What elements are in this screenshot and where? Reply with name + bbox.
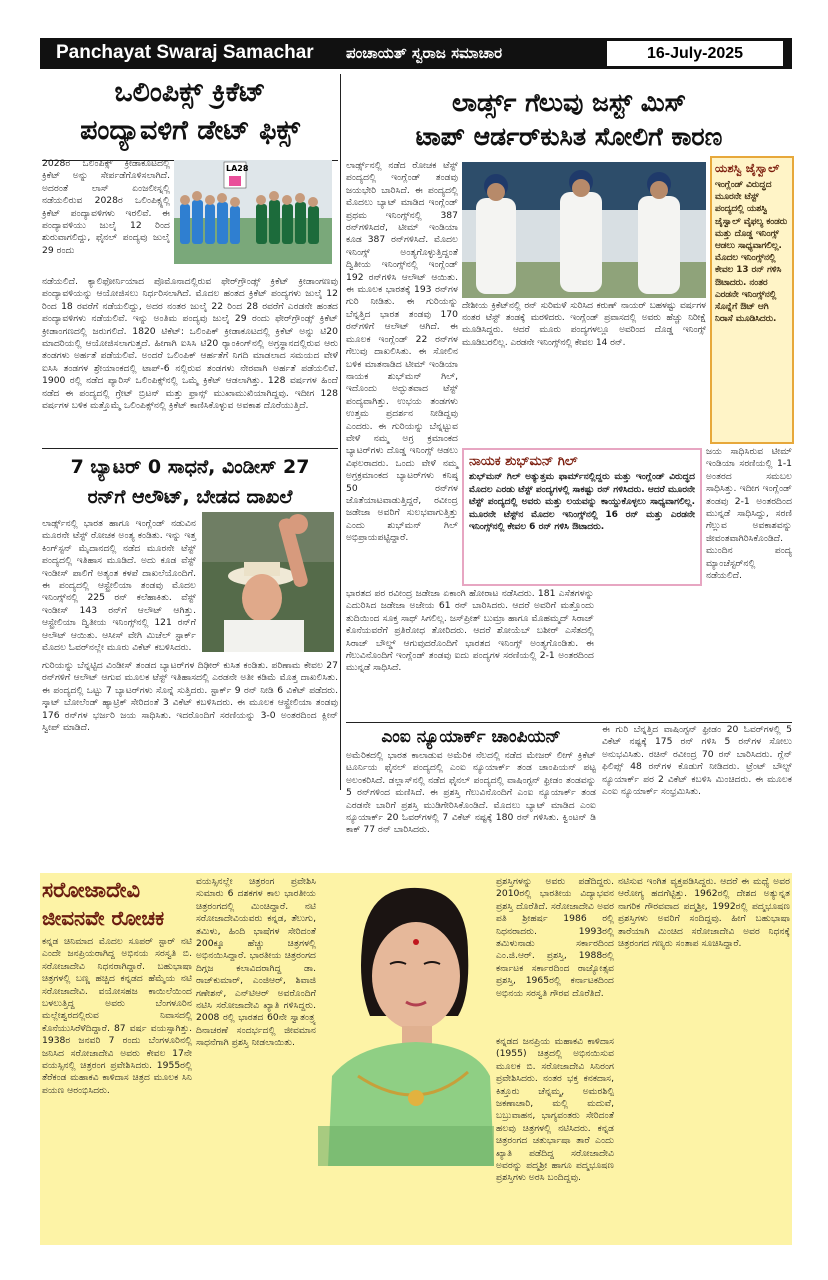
lords-headline [346, 86, 792, 156]
lords-col-b: ಜಯ ಸಾಧಿಸಿರುವ ಟೀಮ್ ಇಂಡಿಯಾ ಸರಣಿಯಲ್ಲಿ 1-1 ಅಂತರದ ಸಮಬಲ ಸಾಧಿಸಿತ್ತು. ಇದೀಗ ಇಂಗ್ಲೆಂಡ್ ತಂಡವು 2-1 ಅಂತರದಿಂದ ಮುನ್ನಡೆ ಸಾಧಿಸಿದ್ದು, ಸರಣಿ ಗೆಲ್ಲುವ ಅವಕಾಶವನ್ನು ಜೀವಂತವಾಗಿರಿಸಿಕೊಂಡಿದೆ. ಮುಂದಿನ ಪಂದ್ಯ ಮ್ಯಾಂಚೆಸ್ಟರ್‌ನಲ್ಲಿ ನಡೆಯಲಿದೆ. [706, 446, 792, 582]
lords-headline-1: ಲಾರ್ಡ್ಸ್ ಗೆಲುವು ಜಸ್ಟ್ ಮಿಸ್ [451, 88, 686, 117]
saroja-headline [42, 876, 192, 934]
olympic-body: ನಡೆಯಲಿದೆ. ಕ್ಯಾಲಿಫೋರ್ನಿಯಾದ ಪೊಮೊನಾದಲ್ಲಿರುವ ಫೇರ್‌ಗ್ರೌಂಡ್ಸ್ ಕ್ರಿಕೆಟ್ ಕ್ರೀಡಾಂಗಣವು ಪಂದ್ಯಾವಳಿಯನ್ನು ಆಯೋಜಿಸಲು ನಿರ್ಧರಿಸಲಾಗಿದೆ. ಮೊದಲ ಹಂತದ ಕ್ರಿಕೆಟ್ ಪಂದ್ಯಗಳು ಜುಲೈ 12 ರಿಂದ 18 ರವರೆಗೆ ನಡೆಯಲಿದ್ದು, ಅದರ ನಂತರ ಜುಲೈ 22 ರಿಂದ 28 ರವರೆಗೆ ಎರಡನೇ ಹಂತದ ಪಂದ್ಯಾವಳಿಗಳು ನಡೆಯಲಿವೆ. ಇನ್ನು ಅಂತಿಮ ಪಂದ್ಯವು ಜುಲೈ 29 ರಂದು ಫೇರ್‌ಗ್ರೌಂಡ್ಸ್ ಕ್ರಿಕೆಟ್ ಕ್ರೀಡಾಂಗಣದಲ್ಲಿ ಜರುಗಲಿದೆ. 1820 ಟಿಕೆಟ್: ಒಲಿಂಪಿಕ್ ಕ್ರೀಡಾಕೂಟದಲ್ಲಿ ಕ್ರಿಕೆಟ್ ಅನ್ನು ಟಿ20 ಮಾದರಿಯಲ್ಲಿ ಆಯೋಜಿಸಲಾಗುತ್ತದೆ. ಹೀಗಾಗಿ ಐಸಿಸಿ ಟಿ20 ರ‍್ಯಾಂಕಿಂಗ್‌ನಲ್ಲಿ ಅಗ್ರಸ್ಥಾನದಲ್ಲಿರುವ ಆರು ತಂಡಗಳು ಅರ್ಹತೆ ಪಡೆಯಲಿವೆ. ಅಂದರೆ ಒಲಿಂಪಿಕ್ ಆರ್ಹತೆಗೆ ನಿಗದಿ ಮಾಡಲಾದ ಸಮಯದ ವೇಳೆ ಐಸಿಸಿ ತಂಡಗಳ ಶ್ರೇಯಾಂಕದಲ್ಲಿ ಟಾಪ್-6 ನಲ್ಲಿರುವ ತಂಡಗಳು ನೇರವಾಗಿ ಅರ್ಹತೆ ಪಡೆಯಲಿವೆ. 1900 ರಲ್ಲಿ ನಡೆದ ಪ್ಯಾರಿಸ್ ಒಲಿಂಪಿಕ್ಸ್‌ನಲ್ಲಿ ಒಮ್ಮೆ ಕ್ರಿಕೆಟ್ ಆಡಲಾಗಿತ್ತು. 128 ವರ್ಷಗಳ ಹಿಂದೆ ನಡೆದ ಈ ಪಂದ್ಯದಲ್ಲಿ ಗ್ರೇಟ್ ಬ್ರಿಟನ್ ಮತ್ತು ಫ್ರಾನ್ಸ್ ಮುಖಾಮುಖಿಯಾಗಿದ್ದವು. ಇದೀಗ 128 ವರ್ಷಗಳ ಬಳಿಕ ಮತ್ತೊಮ್ಮೆ ಒಲಿಂಪಿಕ್ಸ್‌ನಲ್ಲಿ ಕ್ರಿಕೆಟ್ ಕಾಣಿಸಿಕೊಳ್ಳುವ ಅವಕಾಶ ದೊರೆಯುತ್ತಿದೆ. [42, 276, 338, 412]
windies-headline [42, 452, 338, 516]
jaiswal-box [710, 156, 794, 444]
masthead-title-kannada: ಪಂಚಾಯತ್ ಸ್ವರಾಜ ಸಮಾಚಾರ [346, 44, 503, 62]
lords-headline-2: ಟಾಪ್ ಆರ್ಡರ್‌ಕುಸಿತ ಸೋಲಿಗೆ ಕಾರಣ [415, 122, 723, 151]
windies-headline-2: ರನ್‌ಗೆ ಆಲೌಟ್, ಬೇಡದ ದಾಖಲೆ [87, 486, 293, 508]
masthead-title: Panchayat Swaraj Samachar [56, 42, 314, 63]
saroja-headline-1: ಸರೋಜಾದೇವಿ [42, 878, 141, 902]
lords-players-photo [462, 162, 706, 298]
gill-box [462, 448, 702, 586]
page-number: 4 [765, 40, 778, 65]
saroja-col-4: ಕನ್ನಡದ ಜನಪ್ರಿಯ ಮಹಾಕವಿ ಕಾಳಿದಾಸ (1955) ಚಿತ್ರದಲ್ಲಿ ಅಭಿನಯಿಸುವ ಮೂಲಕ ಬಿ. ಸರೋಜಾದೇವಿ ಸಿನಿರಂಗ ಪ್ರವೇಶಿಸಿದರು. ನಂತರ ಭಕ್ತ ಕನಕದಾಸ, ಕಿತ್ತೂರು ಚೆನ್ನಮ್ಮ, ಅಮರಶಿಲ್ಪಿ ಜಕಣಾಚಾರಿ, ಮಲ್ಲಿ ಮದುವೆ, ಬಬ್ರುವಾಹನ, ಭಾಗ್ಯವಂತರು ಸೇರಿದಂತೆ ಹಲವು ಚಿತ್ರಗಳಲ್ಲಿ ನಟಿಸಿದರು. ಕನ್ನಡ ಚಿತ್ರರಂಗದ ಚತುರ್ಭಾಷಾ ತಾರೆ ಎಂದು ಖ್ಯಾತಿ ಪಡೆದಿದ್ದ ಸರೋಜಾದೇವಿ ಅವರನ್ನು ಪದ್ಮಶ್ರೀ ಹಾಗೂ ಪದ್ಮಭೂಷಣ ಪ್ರಶಸ್ತಿಗಳು ಅರಸಿ ಬಂದಿದ್ದವು. [496, 1036, 614, 1184]
windies-body: ಗುರಿಯನ್ನು ಬೆನ್ನಟ್ಟಿದ ವಿಂಡೀಸ್ ತಂಡದ ಬ್ಯಾಟರ್‌ಗಳ ದಿಢೀರ್ ಕುಸಿತ ಕಂಡಿತು. ಪರಿಣಾಮ ಕೇವಲ 27 ರನ್‌ಗಳಿಗೆ ಆಲೌಟ್ ಆಗುವ ಮೂಲಕ ಟೆಸ್ಟ್ ಇತಿಹಾಸದಲ್ಲಿ ಎರಡನೇ ಅತೀ ಕಡಿಮೆ ಮೊತ್ತ ದಾಖಲಿಸಿತು. ಈ ಪಂದ್ಯದಲ್ಲಿ ಒಟ್ಟು 7 ಬ್ಯಾಟರ್‌ಗಳು ಸೊನ್ನೆ ಸುತ್ತಿದರು. ಸ್ಟಾರ್ಕ್ 9 ರನ್ ನೀಡಿ 6 ವಿಕೆಟ್ ಪಡೆದರು. ಸ್ಕಾಟ್ ಬೋಲೆಂಡ್ ಹ್ಯಾಟ್ರಿಕ್ ಸೇರಿದಂತೆ 3 ವಿಕೆಟ್ ಕಬಳಿಸಿದರು. ಈ ಮೂಲಕ ಆಸ್ಟ್ರೇಲಿಯಾ ತಂಡವು 176 ರನ್‌ಗಳ ಭರ್ಜರಿ ಜಯ ಸಾಧಿಸಿತು. ಇದರೊಂದಿಗೆ ಸರಣಿಯನ್ನು 3-0 ಅಂತರದಿಂದ ಕ್ಲೀನ್ ಸ್ವೀಪ್ ಮಾಡಿದೆ. [42, 660, 338, 734]
divider [346, 722, 792, 723]
saroja-col-3: ಪ್ರಶಸ್ತಿಗಳನ್ನು ಅವರು ಪಡೆದಿದ್ದರು. 2010ರಲ್ಲಿ ಭಾರತೀಯ ವಿದ್ಯಾಭವನ ಪ್ರಶಸ್ತಿ ದೊರೆತಿದೆ. ಸರೋಜಾದೇವಿ ಅವರ ಪತಿ ಶ್ರೀಹರ್ಷ 1986 ರಲ್ಲಿ ನಿಧನರಾದರು. 1993ರಲ್ಲಿ ತಮಿಳುನಾಡು ಸರ್ಕಾರದಿಂದ ಎಂ.ಜಿ.ಆರ್. ಪ್ರಶಸ್ತಿ, 1988ರಲ್ಲಿ ಕರ್ನಾಟಕ ಸರ್ಕಾರದಿಂದ ರಾಜ್ಯೋತ್ಸವ ಪ್ರಶಸ್ತಿ, 1965ರಲ್ಲಿ ಕರ್ನಾಟಕದಿಂದ ಅಭಿನಯ ಸರಸ್ವತಿ ಗೌರವ ದೊರೆತಿದೆ. [496, 876, 614, 999]
la28-logo: LA28 [226, 164, 249, 173]
nyc-col-b: ಈ ಗುರಿ ಬೆನ್ನತ್ತಿದ ವಾಷಿಂಗ್ಟನ್ ಫ್ರೀಡಂ 20 ಓವರ್‌ಗಳಲ್ಲಿ 5 ವಿಕೆಟ್ ನಷ್ಟಕ್ಕೆ 175 ರನ್ ಗಳಿಸಿ 5 ರನ್‌ಗಳ ಸೋಲು ಅನುಭವಿಸಿತು. ರಚಿನ್ ರವೀಂದ್ರ 70 ರನ್ ಬಾರಿಸಿದರು. ಗ್ಲೆನ್ ಫಿಲಿಪ್ಸ್ 48 ರನ್‌ಗಳ ಕೊಡುಗೆ ನೀಡಿದರು. ಟ್ರೆಂಟ್ ಬೌಲ್ಟ್ ನ್ಯೂಯಾರ್ಕ್ ಪರ 2 ವಿಕೆಟ್ ಕಬಳಿಸಿ ಮಿಂಚಿದರು. ಈ ಮೂಲಕ ಎಂಐ ನ್ಯೂಯಾರ್ಕ್ ಸಂಭ್ರಮಿಸಿತು. [602, 724, 792, 798]
saroja-col-2: ವಯಸ್ಸಿನಲ್ಲೇ ಚಿತ್ರರಂಗ ಪ್ರವೇಶಿಸಿ ಸುಮಾರು 6 ದಶಕಗಳ ಕಾಲ ಭಾರತೀಯ ಚಿತ್ರರಂಗದಲ್ಲಿ ಮಿಂಚಿದ್ದಾರೆ. ನಟಿ ಸರೋಜಾದೇವಿಯವರು ಕನ್ನಡ, ತೆಲುಗು, ತಮಿಳು, ಹಿಂದಿ ಭಾಷೆಗಳ ಸೇರಿದಂತೆ 200ಕ್ಕೂ ಹೆಚ್ಚು ಚಿತ್ರಗಳಲ್ಲಿ ಅಭಿನಯಿಸಿದ್ದಾರೆ. ಭಾರತೀಯ ಚಿತ್ರರಂಗದ ದಿಗ್ಗಜ ಕಲಾವಿದರಾಗಿದ್ದ ಡಾ. ರಾಜ್‌ಕುಮಾರ್, ಎಂಜಿಆರ್, ಶಿವಾಜಿ ಗಣೇಶನ್, ಎನ್‌ಟಿಆರ್ ಅವರೊಂದಿಗೆ ನಟಿಸಿ ಸರೋಜಾದೇವಿ ಖ್ಯಾತಿ ಗಳಿಸಿದ್ದರು. 2008 ರಲ್ಲಿ ಭಾರತದ 60ನೇ ಸ್ವಾತಂತ್ರ್ಯ ದಿನಾಚರಣೆ ಸಂದರ್ಭದಲ್ಲಿ ಜೀವಮಾನ ಸಾಧನೆಗಾಗಿ ಪ್ರಶಸ್ತಿ ನೀಡಲಾಯಿತು. [196, 876, 316, 1049]
masthead-date: 16-July-2025 [607, 41, 783, 66]
olympic-col-text: 2028ರ ಒಲಿಂಪಿಕ್ಸ್ ಕ್ರೀಡಾಕೂಟದಲ್ಲಿ ಕ್ರಿಕೆಟ್ ಅನ್ನು ಸೇರ್ಪಡೆಗೊಳಿಸಲಾಗಿದೆ. ಅದರಂತೆ ಲಾಸ್ ಏಂಜಲೀಸ್ನಲ್ಲಿ ನಡೆಯಲಿರುವ 2028ರ ಒಲಿಂಪಿಕ್ಸ್ನಲ್ಲಿ ಕ್ರಿಕೆಟ್ ಪಂದ್ಯಾವಳಿಗಳು ಇರಲಿವೆ. ಈ ಪಂದ್ಯಾವಳಿಯು ಜುಲೈ 12 ರಿಂದ ಶುರುವಾಗಲಿದ್ದು, ಫೈನಲ್ ಪಂದ್ಯವು ಜುಲೈ 29 ರಂದು [42, 158, 170, 256]
masthead [40, 38, 792, 69]
windies-col-text: ಲಾರ್ಡ್ಸ್‌ನಲ್ಲಿ ಭಾರತ ಹಾಗೂ ಇಂಗ್ಲೆಂಡ್ ನಡುವಿನ ಮೂರನೇ ಟೆಸ್ಟ್ ರೋಚಕ ಅಂತ್ಯ ಕಂಡಿತು. ಇನ್ನು ಇತ್ತ ಕಿಂಗ್‌ಸ್ಟನ್ ಮೈದಾನದಲ್ಲಿ ನಡೆದ ಮೂರನೇ ಟೆಸ್ಟ್ ಪಂದ್ಯದಲ್ಲಿ ಇತಿಹಾಸ ಮೂಡಿದೆ. ಅದು ಕೂಡ ವೆಸ್ಟ್ ಇಂಡೀಸ್ ಪಾಲಿಗೆ ಅತ್ಯಂತ ಕಳಪೆ ದಾಖಲೆಯೊಂದಿಗೆ. ಈ ಪಂದ್ಯದಲ್ಲಿ ಆಸ್ಟ್ರೇಲಿಯಾ ತಂಡವು ಮೊದಲ ಇನಿಂಗ್ಸ್‌ನಲ್ಲಿ 225 ರನ್ ಕಲೆಹಾಕಿತು. ವೆಸ್ಟ್ ಇಂಡೀಸ್ 143 ರನ್‌ಗೆ ಆಲೌಟ್ ಆಗಿತ್ತು. ಆಸ್ಟ್ರೇಲಿಯಾ ದ್ವಿತೀಯ ಇನಿಂಗ್ಸ್‌ನಲ್ಲಿ 121 ರನ್‌ಗೆ ಆಲೌಟ್ ಆಯಿತು. ಆಸೀಸ್ ವೇಗಿ ಮಿಚೆಲ್ ಸ್ಟಾರ್ಕ್ ಮೊದಲ ಓವರ್‌ನಲ್ಲೇ ಮೂರು ವಿಕೆಟ್ ಕಬಳಿಸಿದರು. [42, 518, 196, 654]
divider [42, 448, 338, 449]
olympic-headline-1: ಒಲಿಂಪಿಕ್ಸ್ ಕ್ರಿಕೆಟ್ [114, 77, 266, 108]
saroja-headline-2: ಜೀವನವೇ ರೋಚಕ [42, 906, 165, 930]
olympic-team-photo [174, 160, 332, 264]
nyc-headline: ಎಂಐ ನ್ಯೂಯಾರ್ಕ್ ಚಾಂಪಿಯನ್ [381, 727, 561, 747]
jaiswal-title: ಯಶಸ್ವಿ ಜೈಸ್ವಾಲ್ [715, 161, 780, 175]
windies-headline-1: 7 ಬ್ಯಾಟರ್ 0 ಸಾಧನೆ, ವಿಂಡೀಸ್ 27 [70, 456, 310, 478]
lords-photo-caption: ದೇಶೀಯ ಕ್ರಿಕೆಟ್‌ನಲ್ಲಿ ರನ್ ಸುರಿಮಳೆ ಸುರಿಸಿದ ಕರುಣ್ ನಾಯರ್ ಬಹಳಷ್ಟು ವರ್ಷಗಳ ನಂತರ ಟೆಸ್ಟ್ ತಂಡಕ್ಕೆ ಮರಳಿದರು. ಇಂಗ್ಲೆಂಡ್ ಪ್ರವಾಸದಲ್ಲಿ ಅವರು ಹೆಚ್ಚು ನಿರೀಕ್ಷೆ ಮೂಡಿಸಿದ್ದರು. ಆದರೆ ಮೂರು ಪಂದ್ಯಗಳಲ್ಲೂ ಅವರಿಂದ ದೊಡ್ಡ ಇನಿಂಗ್ಸ್ ಮೂಡಿಬರಲಿಲ್ಲ. ಎರಡನೇ ಇನಿಂಗ್ಸ್‌ನಲ್ಲಿ ಕೇವಲ 14 ರನ್. [462, 301, 706, 348]
column-divider [340, 74, 341, 790]
olympic-headline [42, 74, 338, 158]
starc-photo [202, 512, 334, 652]
nyc-col-a: ಅಮೆರಿಕದಲ್ಲಿ ಭಾರತ ಕಾಲಾಡುವ ಅಮೆರಿಕ ನೆಲದಲ್ಲಿ ನಡೆದ ಮೇಜರ್ ಲೀಗ್ ಕ್ರಿಕೆಟ್ ಟೂರ್ನಿಯ ಫೈನಲ್ ಪಂದ್ಯದಲ್ಲಿ ಎಂಐ ನ್ಯೂಯಾರ್ಕ್ ತಂಡ ಚಾಂಪಿಯನ್ ಪಟ್ಟ ಅಲಂಕರಿಸಿದೆ. ಡಲ್ಲಾಸ್‌ನಲ್ಲಿ ನಡೆದ ಫೈನಲ್ ಪಂದ್ಯದಲ್ಲಿ ವಾಷಿಂಗ್ಟನ್ ಫ್ರೀಡಂ ತಂಡವನ್ನು 5 ರನ್‌ಗಳಿಂದ ಮಣಿಸಿದೆ. ಈ ಪ್ರಶಸ್ತಿ ಗೆಲುವಿನೊಂದಿಗೆ ಎಂಐ ನ್ಯೂಯಾರ್ಕ್ ತಂಡ ಎರಡನೇ ಬಾರಿಗೆ ಪ್ರಶಸ್ತಿ ಮುಡಿಗೇರಿಸಿಕೊಂಡಿದೆ. ಮೊದಲು ಬ್ಯಾಟ್ ಮಾಡಿದ ಎಂಐ ನ್ಯೂಯಾರ್ಕ್ 20 ಓವರ್‌ಗಳಲ್ಲಿ 7 ವಿಕೆಟ್ ನಷ್ಟಕ್ಕೆ 180 ರನ್ ಗಳಿಸಿತು. ಕ್ವಿಂಟನ್ ಡಿ ಕಾಕ್ 77 ರನ್ ಬಾರಿಸಿದರು. [346, 750, 596, 836]
lords-col-left: ಲಾರ್ಡ್ಸ್‌ನಲ್ಲಿ ನಡೆದ ರೋಚಕ ಟೆಸ್ಟ್ ಪಂದ್ಯದಲ್ಲಿ ಇಂಗ್ಲೆಂಡ್ ತಂಡವು ಜಯಭೇರಿ ಬಾರಿಸಿದೆ. ಈ ಪಂದ್ಯದಲ್ಲಿ ಮೊದಲು ಬ್ಯಾಟ್ ಮಾಡಿದ ಇಂಗ್ಲೆಂಡ್ ಪ್ರಥಮ ಇನಿಂಗ್ಸ್‌ನಲ್ಲಿ 387 ರನ್‌ಗಳಿಸಿದರೆ, ಟೀಮ್ ಇಂಡಿಯಾ ಕೂಡ 387 ರನ್‌ಗಳಿಸಿದೆ. ಮೊದಲ ಇನಿಂಗ್ಸ್ ಅಂತ್ಯಗೊಳ್ಳುತ್ತಿದ್ದಂತೆ ದ್ವಿತೀಯ ಇನಿಂಗ್ಸ್‌ನಲ್ಲಿ ಇಂಗ್ಲೆಂಡ್ 192 ರನ್‌ಗಳಿಸಿ ಆಲೌಟ್ ಆಯಿತು. ಈ ಮೂಲಕ ಭಾರತಕ್ಕೆ 193 ರನ್‌ಗಳ ಗುರಿ ನೀಡಿತು. ಈ ಗುರಿಯನ್ನು ಬೆನ್ನತ್ತಿದ ಭಾರತ ತಂಡವು 170 ರನ್‌ಗಳಿಗೆ ಆಲೌಟ್ ಆಗಿದೆ. ಈ ಮೂಲಕ ಇಂಗ್ಲೆಂಡ್ 22 ರನ್‌ಗಳ ಗೆಲುವು ದಾಖಲಿಸಿತು. ಈ ಸೋಲಿನ ಬಳಿಕ ಮಾತನಾಡಿದ ಟೀಮ್ ಇಂಡಿಯಾ ನಾಯಕ ಶುಭ್‌ಮನ್ ಗಿಲ್, ಇದೊಂದು ಅದ್ಭುತವಾದ ಟೆಸ್ಟ್ ಪಂದ್ಯವಾಗಿತ್ತು. ಉಭಯ ತಂಡಗಳು ಉತ್ತಮ ಪ್ರದರ್ಶನ ನೀಡಿದ್ದವು ಎಂದರು. ಈ ಗುರಿಯನ್ನು ಬೆನ್ನಟ್ಟುವ ವೇಳೆ ನಮ್ಮ ಅಗ್ರ ಕ್ರಮಾಂಕದ ಬ್ಯಾಟರ್‌ಗಳು ದೊಡ್ಡ ಇನಿಂಗ್ಸ್ ಆಡಲು ವಿಫಲರಾದರು. ಒಂದು ವೇಳೆ ನಮ್ಮ ಅಗ್ರಕ್ರಮಾಂಕದ ಬ್ಯಾಟರ್‌ಗಳು ಕನಿಷ್ಠ 50 ರನ್‌ಗಳ ಜೊತೆಯಾಟವಾಡುತ್ತಿದ್ದರೆ, ರವೀಂದ್ರ ಜಡೇಜಾ ಅವರಿಗೆ ಸುಲಭವಾಗುತ್ತಿತ್ತು ಎಂದು ಶುಭ್‌ಮನ್ ಗಿಲ್ ಅಭಿಪ್ರಾಯಪಟ್ಟಿದ್ದಾರೆ. [346, 160, 458, 544]
jaiswal-text: ಇಂಗ್ಲೆಂಡ್ ವಿರುದ್ಧದ ಮೂರನೇ ಟೆಸ್ಟ್ ಪಂದ್ಯದಲ್ಲಿ ಯಶಸ್ವಿ ಜೈಸ್ವಾಲ್ ವೈಫಲ್ಯ ಕಂಡರು ಮತ್ತು ದೊಡ್ಡ ಇನಿಂಗ್ಸ್ ಆಡಲು ಸಾಧ್ಯವಾಗಲಿಲ್ಲ. ಮೊದಲ ಇನಿಂಗ್ಸ್‌ನಲ್ಲಿ ಕೇವಲ 13 ರನ್ ಗಳಿಸಿ ಔಟಾದರು. ನಂತರ ಎರಡನೇ ಇನಿಂಗ್ಸ್‌ನಲ್ಲಿ ಸೊನ್ನೆಗೆ ಔಟ್ ಆಗಿ ನಿರಾಸೆ ಮೂಡಿಸಿದರು. [715, 180, 788, 325]
gill-title: ನಾಯಕ ಶುಭ್‌ಮನ್ ಗಿಲ್ [469, 454, 578, 469]
saroja-portrait [318, 876, 494, 1166]
saroja-col-1: ಕನ್ನಡ ಚಿನಿಮಾದ ಮೊದಲ ಸೂಪರ್ ಸ್ಟಾರ್ ನಟಿ ಎಂದೇ ಜನಪ್ರಿಯರಾಗಿದ್ದ ಅಭಿನಯ ಸರಸ್ವತಿ ಬಿ. ಸರೋಜಾದೇವಿ ನಿಧನರಾಗಿದ್ದಾರೆ. ಬಹುಭಾಷಾ ಚಿತ್ರಗಳಲ್ಲಿ ಬಣ್ಣ ಹಚ್ಚಿದ ಕನ್ನಡದ ಹೆಮ್ಮೆಯ ನಟಿ ಸರೋಜಾದೇವಿ. ವಯೋಸಹಜ ಕಾಯಿಲೆಯಿಂದ ಬಳಲುತ್ತಿದ್ದ ಅವರು ಬೆಂಗಳೂರಿನ ಮಲ್ಲೇಶ್ವರದಲ್ಲಿರುವ ನಿವಾಸದಲ್ಲಿ ಕೊನೆಯುಸಿರೆಳೆದಿದ್ದಾರೆ. 87 ವರ್ಷ ವಯಸ್ಸಾಗಿತ್ತು. 1938ರ ಜನವರಿ 7 ರಂದು ಬೆಂಗಳೂರಿನಲ್ಲಿ ಜನಿಸಿದ ಸರೋಜಾದೇವಿ ಅವರು ಕೇವಲ 17ನೇ ವಯಸ್ಸಿನಲ್ಲಿ ಚಿತ್ರರಂಗ ಪ್ರವೇಶಿಸಿದರು. 1955ರಲ್ಲಿ ತೆರೆಕಂಡ ಮಹಾಕವಿ ಕಾಳಿದಾಸ ಚಿತ್ರದ ಮೂಲಕ ಸಿನಿ ಪಯಣ ಆರಂಭಿಸಿದರು. [42, 936, 192, 1096]
olympic-headline-2: ಪಂದ್ಯಾವಳಿಗೆ ಡೇಟ್ ಫಿಕ್ಸ್ [80, 115, 300, 146]
lords-col-a: ಭಾರತದ ಪರ ರವೀಂದ್ರ ಜಡೇಜಾ ಏಕಾಂಗಿ ಹೋರಾಟ ನಡೆಸಿದರು. 181 ಎಸೆತಗಳನ್ನು ಎದುರಿಸಿದ ಜಡೇಜಾ ಅಜೇಯ 61 ರನ್ ಬಾರಿಸಿದರು. ಆದರೆ ಅವರಿಗೆ ಮತ್ತೊಂದು ತುದಿಯಿಂದ ಸೂಕ್ತ ಸಾಥ್ ಸಿಗಲಿಲ್ಲ. ಜಸ್‌ಪ್ರೀತ್ ಬುಮ್ರಾ ಹಾಗೂ ಮೊಹಮ್ಮದ್ ಸಿರಾಜ್ ಕೊನೆಯವರೆಗೆ ಪ್ರತಿರೋಧ ತೋರಿದರು. ಆದರೆ ಶೋಯೆಬ್ ಬಶೀರ್ ಎಸೆತದಲ್ಲಿ ಸಿರಾಜ್ ಬೌಲ್ಡ್ ಆಗುವುದರೊಂದಿಗೆ ಭಾರತದ ಇನಿಂಗ್ಸ್ ಅಂತ್ಯಗೊಂಡಿತು. ಈ ಗೆಲುವಿನೊಂದಿಗೆ ಇಂಗ್ಲೆಂಡ್ ತಂಡವು ಐದು ಪಂದ್ಯಗಳ ಸರಣಿಯಲ್ಲಿ 2-1 ಅಂತರದಿಂದ ಮುನ್ನಡೆ ಸಾಧಿಸಿದೆ. [346, 588, 594, 674]
saroja-col-5: ನಟಿಸುವ ಇಂಗಿತ ವ್ಯಕ್ತಪಡಿಸಿದ್ದರು. ಆದರೆ ಈ ಮಧ್ಯೆ ಅವರ ಆರೋಗ್ಯ ಹದಗೆಟ್ಟಿತ್ತು. 1962ರಲ್ಲಿ ದೇಶದ ಅತ್ಯುನ್ನತ ನಾಗರಿಕ ಗೌರವವಾದ ಪದ್ಮಶ್ರೀ, 1992ರಲ್ಲಿ ಪದ್ಮಭೂಷಣ ಪ್ರಶಸ್ತಿಗಳು ಅವರಿಗೆ ಸಂದಿದ್ದವು. ಹೀಗೆ ಬಹುಭಾಷಾ ತಾರೆಯಾಗಿ ಮಿಂಚಿದ ಸರೋಜಾದೇವಿ ಅವರ ನಿಧನಕ್ಕೆ ಚಿತ್ರರಂಗದ ಗಣ್ಯರು ಸಂತಾಪ ಸೂಚಿಸಿದ್ದಾರೆ. [618, 876, 790, 950]
gill-text: ಶುಭ್‌ಮನ್ ಗಿಲ್ ಅತ್ಯುತ್ತಮ ಫಾರ್ಮ್‌ನಲ್ಲಿದ್ದರು ಮತ್ತು ಇಂಗ್ಲೆಂಡ್ ವಿರುದ್ಧದ ಮೊದಲ ಎರಡು ಟೆಸ್ಟ್ ಪಂದ್ಯಗಳಲ್ಲಿ ಸಾಕಷ್ಟು ರನ್ ಗಳಿಸಿದರು. ಆದರೆ ಮೂರನೇ ಟೆಸ್ಟ್ ಪಂದ್ಯದಲ್ಲಿ ಅವರು ಮತ್ತು ಲಯವನ್ನು ಕಾಯ್ದುಕೊಳ್ಳಲು ಸಾಧ್ಯವಾಗಲಿಲ್ಲ. ಮೂರನೇ ಟೆಸ್ಟ್‌ನ ಮೊದಲ ಇನಿಂಗ್ಸ್‌ನಲ್ಲಿ 16 ರನ್ ಮತ್ತು ಎರಡನೇ ಇನಿಂಗ್ಸ್‌ನಲ್ಲಿ ಕೇವಲ 6 ರನ್ ಗಳಿಸಿ ಔಟಾದರು. [469, 472, 695, 533]
nyc-headline-wrap [346, 724, 596, 750]
